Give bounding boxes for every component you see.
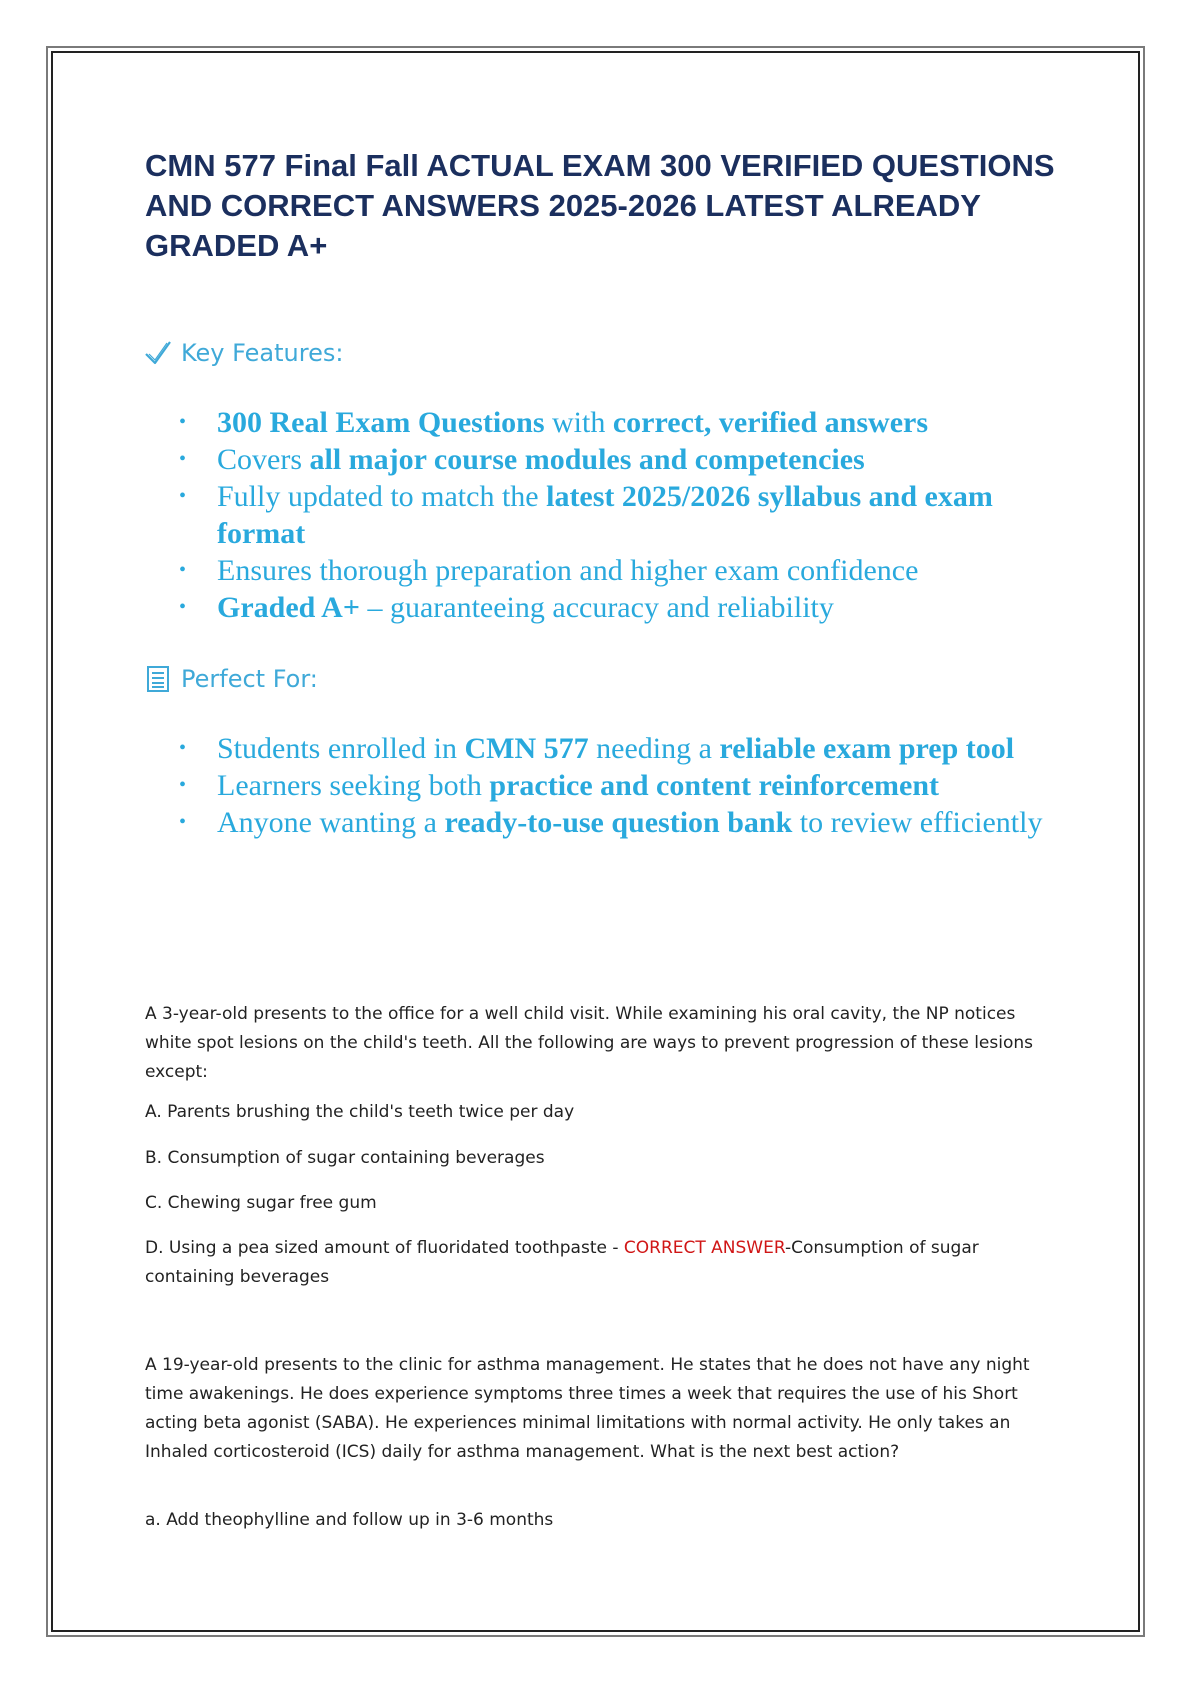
list-item: • Fully updated to match the latest 2025/2026 syllabus and exam format bbox=[175, 478, 1075, 552]
list-item: • Learners seeking both practice and content reinforcement bbox=[175, 767, 1075, 804]
correct-answer-label: CORRECT ANSWER bbox=[623, 1238, 785, 1258]
question-1-option-b: B. Consumption of sugar containing beverages bbox=[145, 1148, 545, 1168]
list-item: • Ensures thorough preparation and higher exam confidence bbox=[175, 552, 1075, 589]
list-item: • 300 Real Exam Questions with correct, verified answers bbox=[175, 404, 1075, 441]
question-1-stem: A 3-year-old presents to the office for a well child visit. While examining his oral cavity, the NP notices white spot lesions on the child's teeth. All the following are ways to prevent progression of these lesions except: bbox=[145, 1004, 1033, 1082]
notepad-icon bbox=[143, 664, 173, 694]
perfect-for-list bbox=[175, 730, 1075, 841]
key-features-heading bbox=[143, 338, 343, 368]
checkmark-icon bbox=[143, 338, 173, 368]
list-item: • Graded A+ – guaranteeing accuracy and reliability bbox=[175, 589, 1075, 626]
question-1-option-a: A. Parents brushing the child's teeth twice per day bbox=[145, 1102, 575, 1122]
key-features-list bbox=[175, 404, 1075, 626]
document-title: CMN 577 Final Fall ACTUAL EXAM 300 VERIFIED QUESTIONS AND CORRECT ANSWERS 2025-2026 LATEST ALREADY GRADED A+ bbox=[145, 148, 1055, 263]
question-1-option-d: D. Using a pea sized amount of fluoridated toothpaste - CORRECT ANSWER-Consumption of sugar containing beverages bbox=[145, 1238, 979, 1287]
list-item: • Covers all major course modules and competencies bbox=[175, 441, 1075, 478]
correct-answer-text: -Consumption of sugar containing beverages bbox=[145, 1238, 979, 1287]
question-1-option-c: C. Chewing sugar free gum bbox=[145, 1193, 377, 1213]
perfect-for-heading bbox=[143, 664, 318, 694]
question-2-stem: A 19-year-old presents to the clinic for asthma management. He states that he does not have any night time awakenings. He does experience symptoms three times a week that requires the use of his Short acting beta agonist (SABA). He experiences minimal limitations with normal activity. He only takes an Inhaled corticosteroid (ICS) daily for asthma management. What is the next best action? bbox=[145, 1355, 1030, 1462]
key-features-label: Key Features: bbox=[181, 339, 344, 367]
list-item: • Anyone wanting a ready-to-use question bank to review efficiently bbox=[175, 804, 1075, 841]
perfect-for-label: Perfect For: bbox=[181, 665, 318, 693]
question-2-option-a: a. Add theophylline and follow up in 3-6 months bbox=[145, 1510, 554, 1530]
list-item: • Students enrolled in CMN 577 needing a reliable exam prep tool bbox=[175, 730, 1075, 767]
